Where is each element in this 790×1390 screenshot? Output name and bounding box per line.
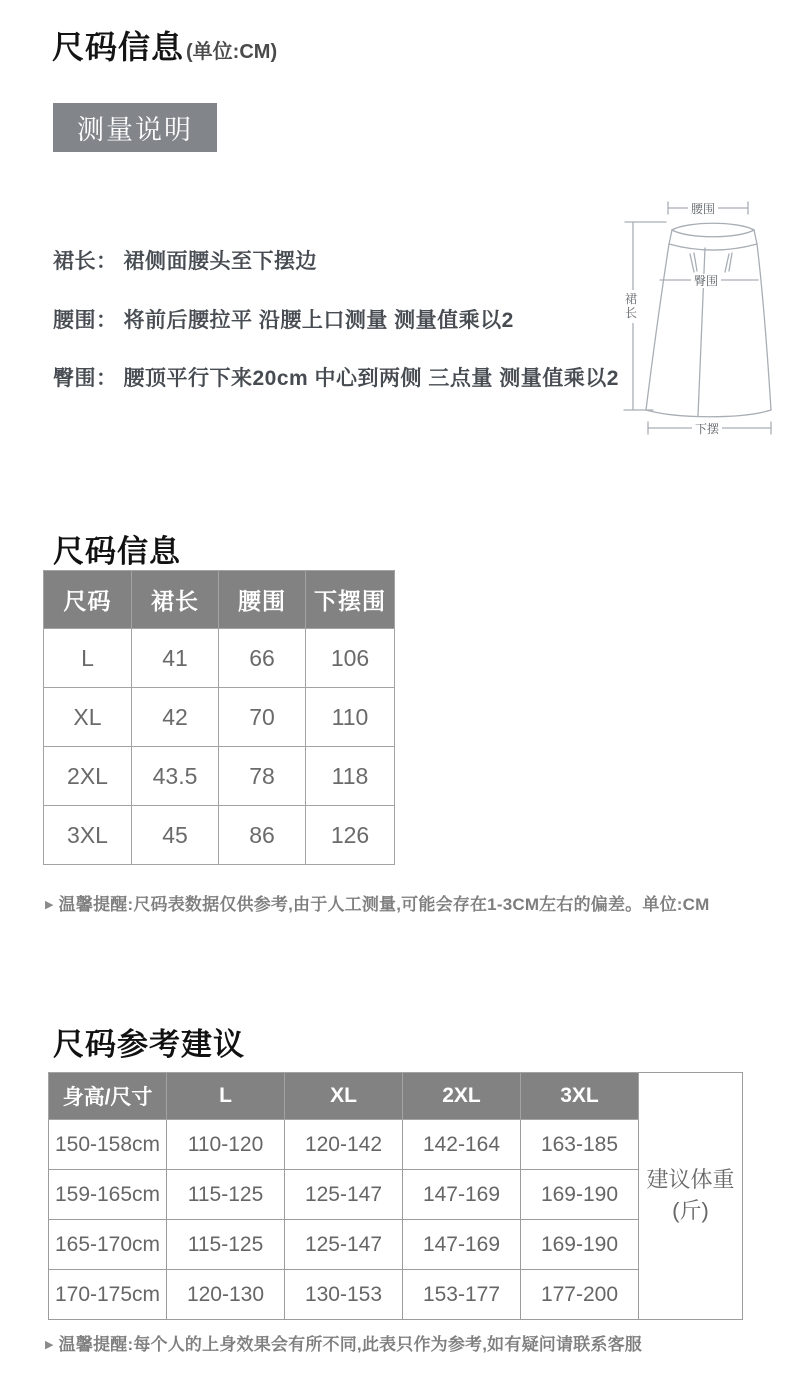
- cell-weight-l: 115-125: [167, 1170, 285, 1220]
- instruction-text: 腰顶平行下来20cm 中心到两侧 三点量 测量值乘以2: [123, 367, 619, 390]
- cell-weight-2xl: 153-177: [403, 1270, 521, 1320]
- cell-weight-3xl: 163-185: [521, 1120, 639, 1170]
- instruction-skirt-length: [53, 245, 317, 275]
- col-header-2xl: 2XL: [403, 1073, 521, 1120]
- table-row: [49, 1220, 743, 1270]
- note-text: 温馨提醒:尺码表数据仅供参考,由于人工测量,可能会存在1-3CM左右的偏差。单位:CM: [58, 895, 710, 914]
- col-header-waist: 腰围: [219, 571, 306, 629]
- cell-weight-xl: 125-147: [285, 1220, 403, 1270]
- suggested-weight-cell: [639, 1073, 743, 1320]
- instruction-label: 裙长：: [53, 250, 118, 273]
- cell-weight-2xl: 147-169: [403, 1170, 521, 1220]
- skirt-measurement-diagram: [608, 192, 790, 444]
- reference-header-row: [49, 1073, 743, 1120]
- col-header-height: 身高/尺寸: [49, 1073, 167, 1120]
- size-table: [43, 570, 395, 865]
- table-row: [44, 688, 395, 747]
- page-title: 尺码信息: [52, 29, 185, 65]
- cell-waist: 70: [219, 688, 306, 747]
- cell-height: 165-170cm: [49, 1220, 167, 1270]
- cell-weight-2xl: 142-164: [403, 1120, 521, 1170]
- cell-hem: 126: [306, 806, 395, 865]
- cell-weight-3xl: 169-190: [521, 1220, 639, 1270]
- table-row: [44, 747, 395, 806]
- triangle-marker-icon: ▶: [45, 899, 54, 911]
- note-text: 温馨提醒:每个人的上身效果会有所不同,此表只作为参考,如有疑问请联系客服: [58, 1335, 642, 1354]
- cell-length: 41: [132, 629, 219, 688]
- col-header-xl: XL: [285, 1073, 403, 1120]
- cell-hem: 118: [306, 747, 395, 806]
- cell-waist: 86: [219, 806, 306, 865]
- cell-length: 45: [132, 806, 219, 865]
- cell-weight-l: 115-125: [167, 1220, 285, 1270]
- diagram-length-label: 裙长: [623, 290, 639, 323]
- instruction-text: 裙侧面腰头至下摆边: [123, 250, 317, 273]
- cell-weight-3xl: 177-200: [521, 1270, 639, 1320]
- cell-length: 42: [132, 688, 219, 747]
- triangle-marker-icon: ▶: [45, 1339, 54, 1351]
- reference-table-note: [45, 1330, 642, 1355]
- cell-weight-l: 110-120: [167, 1120, 285, 1170]
- col-header-hem: 下摆围: [306, 571, 395, 629]
- cell-weight-xl: 120-142: [285, 1120, 403, 1170]
- instruction-waist: [53, 304, 514, 334]
- table-row: [49, 1270, 743, 1320]
- page-header: [52, 22, 277, 68]
- cell-height: 159-165cm: [49, 1170, 167, 1220]
- size-table-note: [45, 890, 710, 915]
- measure-instructions-badge: 测量说明: [53, 103, 217, 152]
- table-row: [44, 806, 395, 865]
- cell-size: L: [44, 629, 132, 688]
- cell-height: 150-158cm: [49, 1120, 167, 1170]
- reference-table-title: 尺码参考建议: [53, 1026, 245, 1062]
- col-header-length: 裙长: [132, 571, 219, 629]
- cell-weight-3xl: 169-190: [521, 1170, 639, 1220]
- cell-size: XL: [44, 688, 132, 747]
- table-row: [49, 1120, 743, 1170]
- size-table-header-row: [44, 571, 395, 629]
- table-row: [44, 629, 395, 688]
- col-header-l: L: [167, 1073, 285, 1120]
- diagram-hip-label: 臀围: [691, 274, 721, 288]
- cell-length: 43.5: [132, 747, 219, 806]
- suggested-weight-label: 建议体重: [646, 1167, 735, 1193]
- col-header-size: 尺码: [44, 571, 132, 629]
- unit-label: (单位:CM): [186, 41, 278, 63]
- cell-weight-xl: 130-153: [285, 1270, 403, 1320]
- cell-size: 3XL: [44, 806, 132, 865]
- cell-waist: 66: [219, 629, 306, 688]
- size-reference-table: [48, 1072, 743, 1320]
- instruction-hip: [53, 362, 619, 392]
- table-row: [49, 1170, 743, 1220]
- cell-weight-xl: 125-147: [285, 1170, 403, 1220]
- suggested-weight-unit: (斤): [672, 1198, 709, 1223]
- col-header-3xl: 3XL: [521, 1073, 639, 1120]
- instruction-label: 腰围：: [53, 309, 118, 332]
- cell-weight-2xl: 147-169: [403, 1220, 521, 1270]
- cell-size: 2XL: [44, 747, 132, 806]
- instruction-text: 将前后腰拉平 沿腰上口测量 测量值乘以2: [123, 309, 514, 332]
- size-table-title: 尺码信息: [53, 533, 181, 569]
- diagram-hem-label: 下摆: [692, 422, 722, 436]
- instruction-label: 臀围：: [53, 367, 118, 390]
- cell-height: 170-175cm: [49, 1270, 167, 1320]
- cell-hem: 106: [306, 629, 395, 688]
- cell-weight-l: 120-130: [167, 1270, 285, 1320]
- cell-waist: 78: [219, 747, 306, 806]
- cell-hem: 110: [306, 688, 395, 747]
- diagram-waist-label: 腰围: [688, 202, 718, 216]
